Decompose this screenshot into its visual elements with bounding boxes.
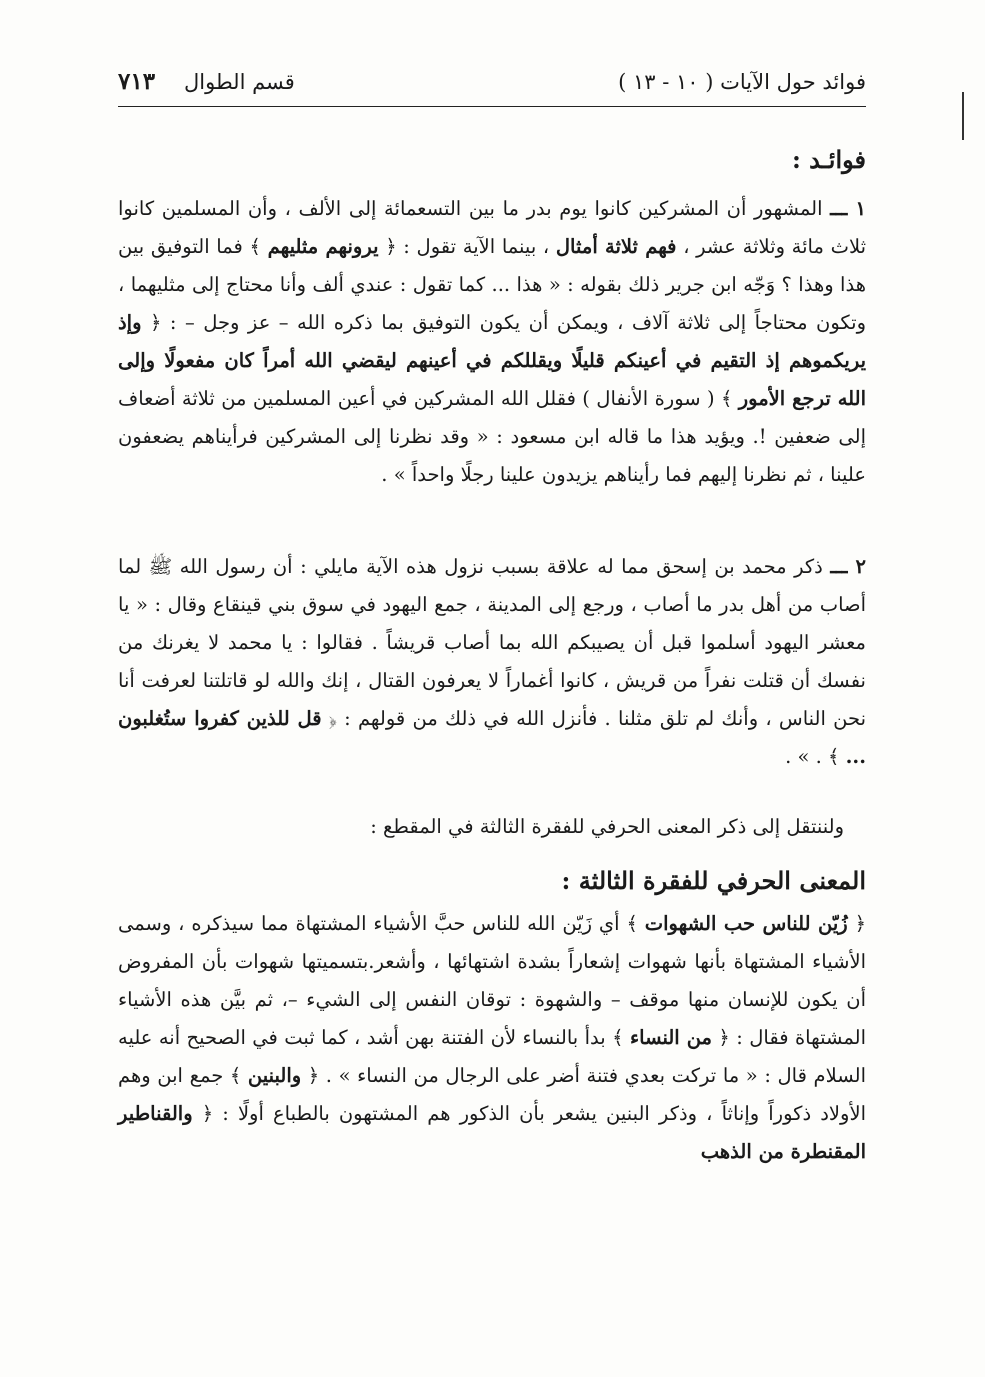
paragraph-number: ٢ ـــ	[830, 555, 866, 578]
transition-line: ولننتقل إلى ذكر المعنى الحرفي للفقرة الثالثة في المقطع :	[370, 815, 844, 838]
page	[118, 62, 866, 1171]
text-run: ، بينما الآية تقول : ﴿	[378, 235, 556, 258]
quran-quote: وإذ يريكموهم إذ التقيم في أعينكم قليلًا ويقللكم في أعينهم ليقضي الله أمراً كان مفعولًا وإلى الله ترجع الأمور	[118, 311, 866, 410]
margin-mark	[962, 92, 964, 140]
running-title: فوائد حول الآيات ( ١٠ - ١٣ )	[618, 70, 866, 94]
text-run: ﴾ فما التوفيق بين هذا وهذا ؟ وَجّه ابن جرير ذلك بقوله : « هذا ... كما تقول : عندي ألف وأنا محتاج إلى مثليهما ، وتكون محتاجاً إلى ثلاثة آلاف ، ويمكن أن يكون التوفيق بما ذكره الله – عز وجل – : ﴿	[118, 235, 866, 334]
literal-meaning-paragraph	[118, 905, 866, 1171]
text-run: ﴾ جمع ابن وهم الأولاد ذكوراً وإناثاً ، وذكر البنين يشعر بأن الذكور هم المشتهون بالطباع أولًا : ﴿	[118, 1064, 866, 1125]
quran-quote: والبنين	[247, 1064, 302, 1087]
benefit-paragraph-2	[118, 548, 866, 776]
quran-quote: يرونهم مثليهم	[267, 235, 379, 258]
section-title: قسم الطوال	[184, 70, 295, 94]
text-run: ذكر محمد بن إسحق مما له علاقة بسبب نزول هذه الآية مايلي : أن رسول الله ﷺ لما أصاب من أهل بدر ما أصاب ، ورجع إلى المدينة ، جمع اليهود في سوق بني قينقاع وقال : « يا معشر اليهود أسلموا قبل أن يصيبكم الله بما أصاب قريشاً . فقالوا : يا محمد لا يغرنك من نفسك أن قتلت نفراً من قريش ، كانوا أغماراً لا يعرفون القتال ، إنك والله لو قاتلتنا لعرفت أنا نحن الناس ، وأنك لم تلق مثلنا . فأنزل الله في ذلك من قولهم : ﴿	[118, 555, 866, 730]
text-run: ﴾ ( سورة الأنفال ) فقلل الله المشركين في أعين المسلمين من ثلاثة أضعاف إلى ضعفين !. ويؤيد هذا ما قاله ابن مسعود : « وقد نظرنا إلى المشركين فرأيناهم يضعفون علينا ، ثم نظرنا إليهم فما رأيناهم يزيدون علينا رجلًا واحداً » .	[118, 387, 866, 486]
paragraph-number: ١ ـــ	[830, 197, 866, 220]
quran-quote: قل للذين كفروا ستُغلبون ...	[118, 707, 866, 768]
quran-quote: والقناطير المقنطرة من الذهب	[118, 1102, 866, 1163]
benefits-heading: فوائـد :	[791, 145, 866, 174]
quran-quote: زُيّن للناس حب الشهوات	[644, 912, 848, 935]
quran-quote: من النساء	[629, 1026, 713, 1049]
page-header	[118, 62, 866, 107]
text-run: ﴾ أي زَيّن الله للناس حبَّ الأشياء المشتهاة مما سيذكره ، وسمى الأشياء المشتهاة بأنها شهوات إشعاراً بشدة اشتهائها ، وأشعر.بتسميتها شهوات بأن المفروض أن يكون للإنسان منها موقف – والشهوة : توقان النفس إلى الشيء –، ثم بيَّن هذه الأشياء المشتهاة فقال : ﴿	[118, 912, 867, 1049]
text-run: ﴾ . » .	[785, 745, 846, 768]
literal-meaning-heading: المعنى الحرفي للفقرة الثالثة :	[561, 866, 866, 895]
text-run: ﴾ بدأ بالنساء لأن الفتنة بهن أشد ، كما ثبت في الصحيح أنه عليه السلام قال : « ما تركت بعدي فتنة أضر على الرجال من النساء » . ﴿	[118, 1026, 866, 1087]
page-number: ٧١٣	[118, 68, 156, 95]
text-run: ﴿	[847, 912, 867, 935]
text-run: المشهور أن المشركين كانوا يوم بدر ما بين التسعمائة إلى الألف ، وأن المسلمين كانوا ثلاث مائة وثلاثة عشر ،	[118, 197, 867, 258]
bold-phrase: فهم ثلاثة أمثال	[555, 235, 677, 258]
benefit-paragraph-1	[118, 190, 866, 494]
